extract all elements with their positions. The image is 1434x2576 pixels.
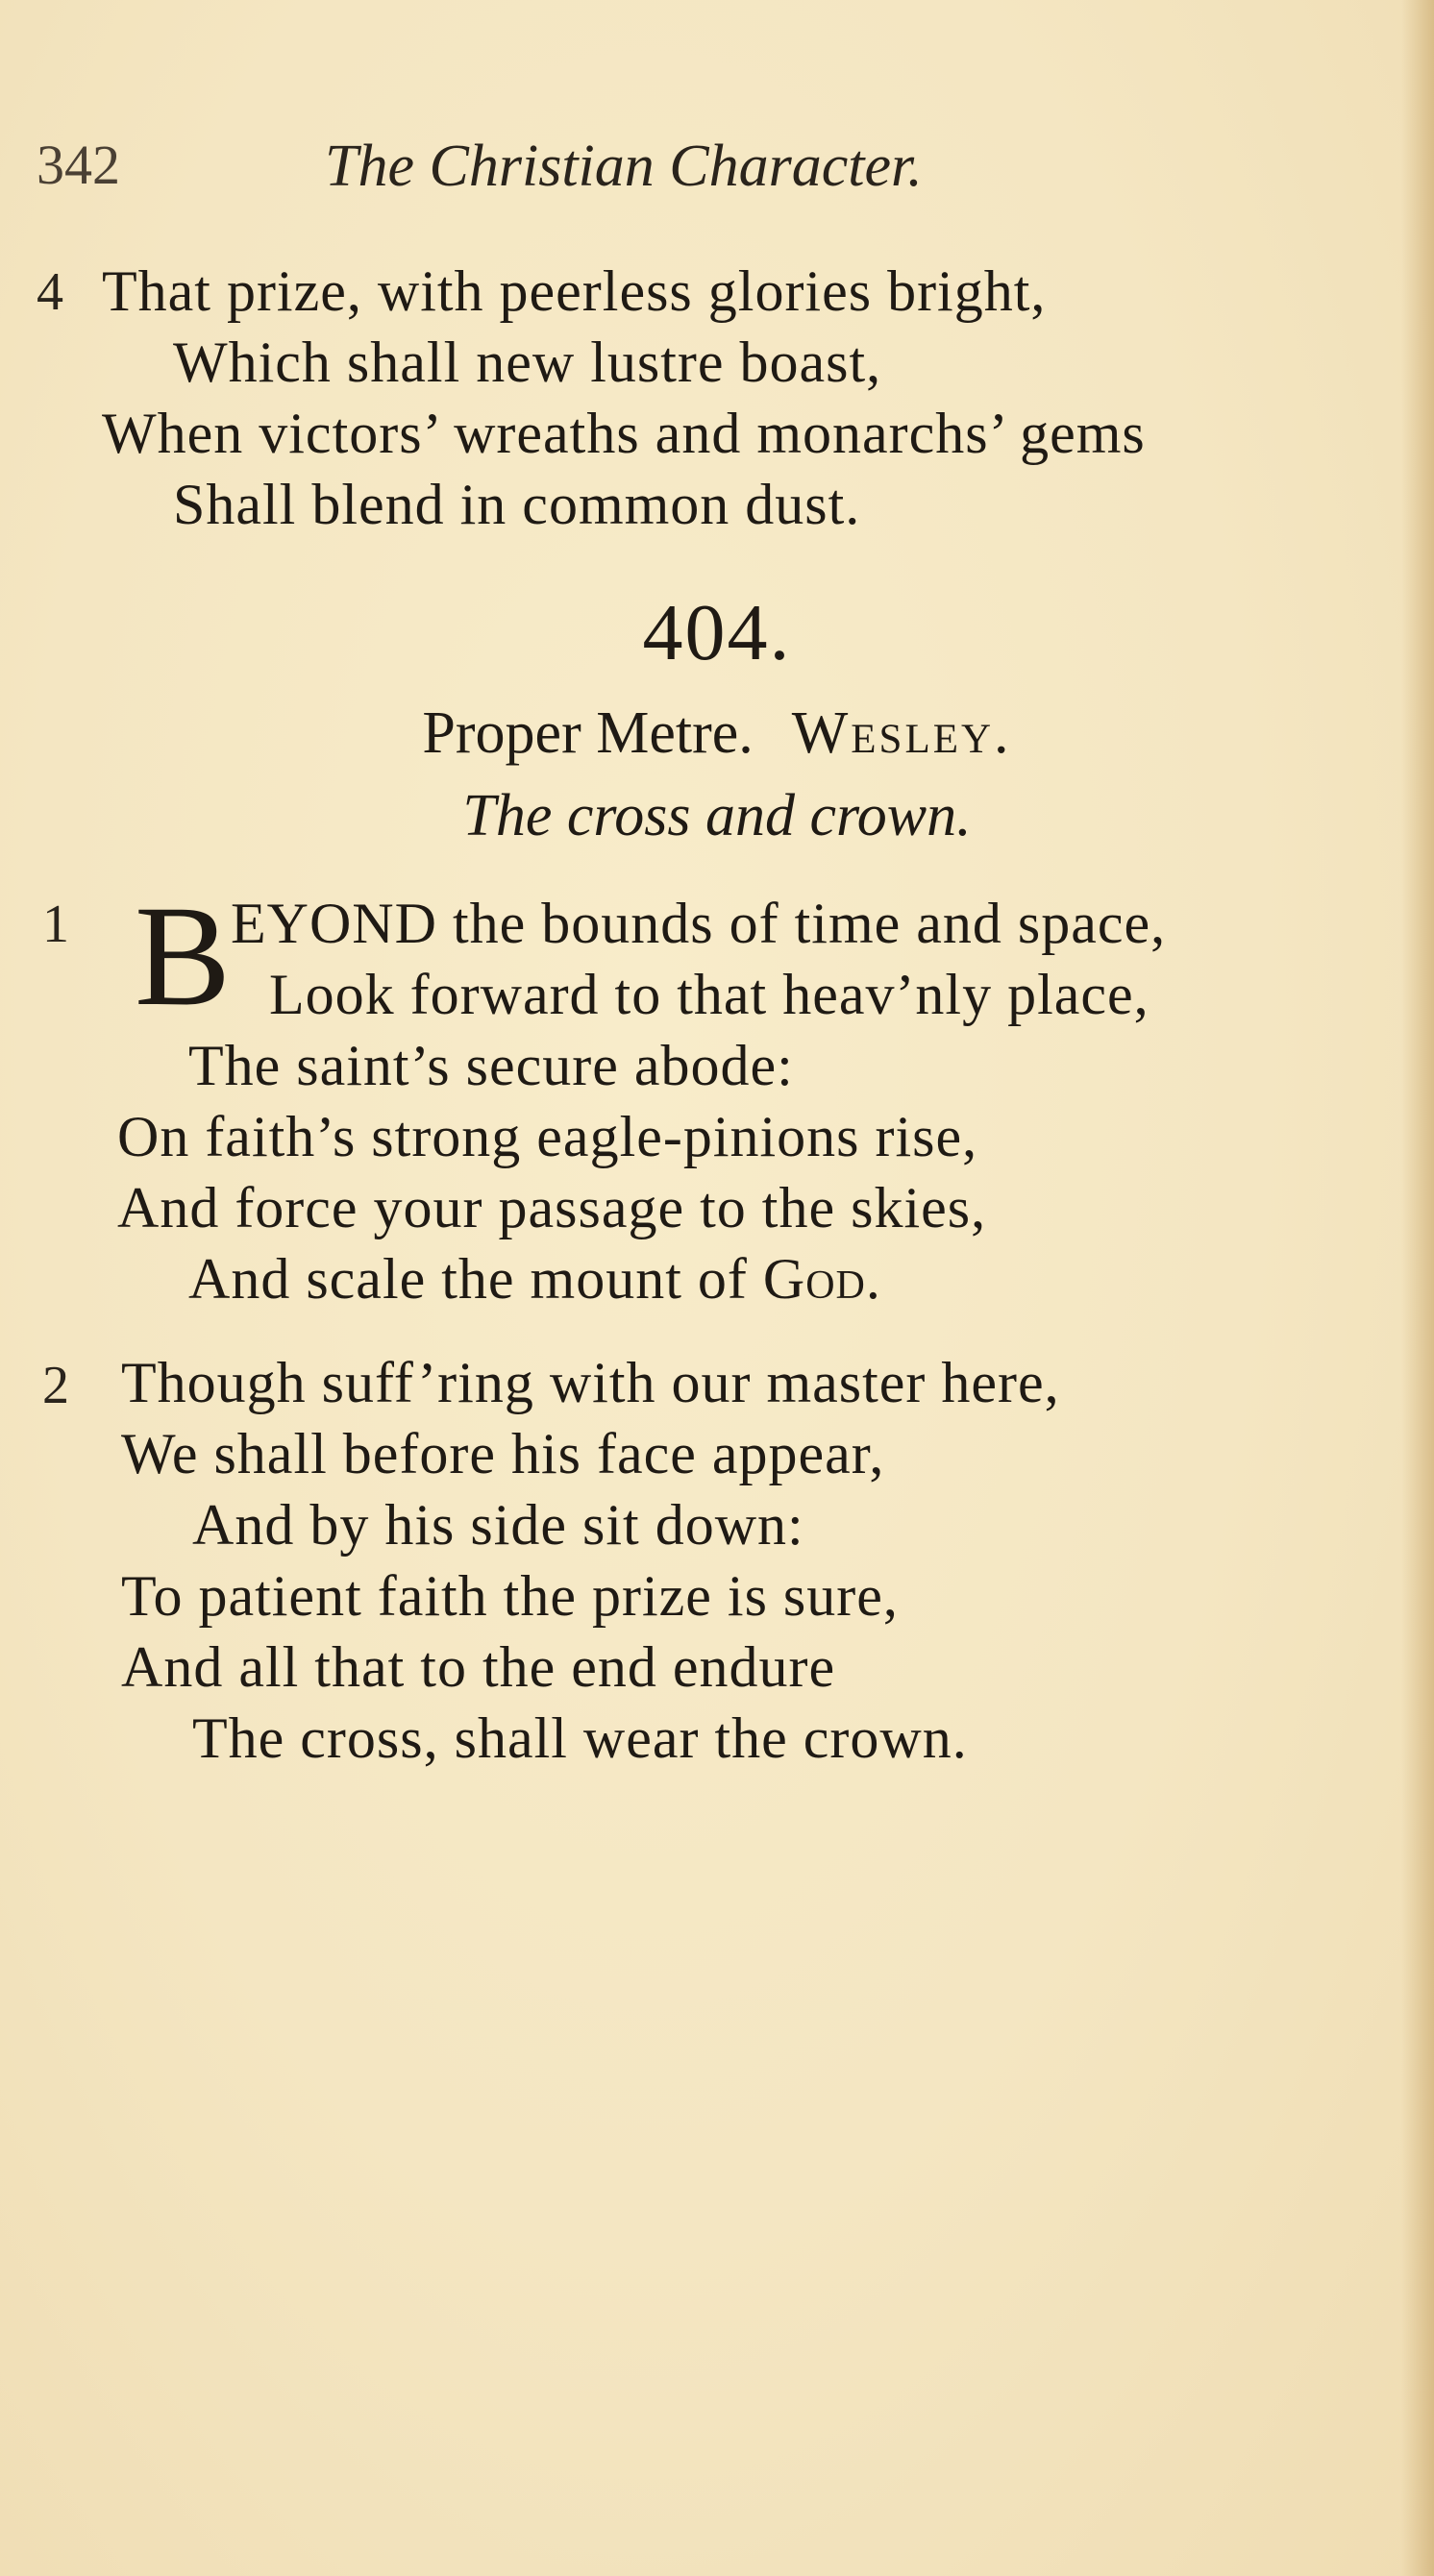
verse-line: And all that to the end endure	[121, 1635, 836, 1699]
hymn-number: 404.	[642, 588, 792, 677]
verse-line: The cross, shall wear the crown.	[192, 1706, 968, 1770]
hymn-author: Wesley.	[791, 700, 1012, 766]
verse-line: And by his side sit down:	[192, 1493, 804, 1557]
verse-line: To patient faith the prize is sure,	[121, 1564, 899, 1628]
verse-line: We shall before his face appear,	[121, 1422, 885, 1485]
verse-line: The saint’s secure abode:	[188, 1034, 794, 1097]
verse-number: 1	[42, 895, 69, 954]
hymn-subtitle: The cross and crown.	[462, 783, 972, 848]
page-number: 342	[37, 134, 120, 196]
verse-line: And force your passage to the skies,	[117, 1176, 987, 1239]
verse-line: When victors’ wreaths and monarchs’ gems	[102, 402, 1146, 465]
verse-line: Which shall new lustre boast,	[173, 331, 882, 394]
verse-line: Look forward to that heav’nly place,	[269, 963, 1150, 1026]
verse-line: Though suff’ring with our master here,	[121, 1351, 1060, 1414]
verse-number: 2	[42, 1356, 69, 1415]
running-title: The Christian Character.	[325, 134, 923, 199]
hymn-metre-line	[0, 699, 1434, 768]
verse-line-text: And scale the mount of	[188, 1247, 748, 1311]
verse-number: 4	[37, 262, 63, 322]
verse-line	[188, 1243, 881, 1314]
page-edge-shadow	[1401, 0, 1434, 2576]
hymn-metre: Proper Metre.	[422, 700, 754, 766]
verse-line: EYOND the bounds of time and space,	[231, 892, 1167, 955]
drop-cap: B	[135, 876, 232, 1036]
verse-line: That prize, with peerless glories bright,	[102, 259, 1047, 323]
small-caps-word: God.	[762, 1247, 881, 1311]
verse-line: Shall blend in common dust.	[173, 473, 861, 536]
verse-line: On faith’s strong eagle-pinions rise,	[117, 1105, 978, 1168]
